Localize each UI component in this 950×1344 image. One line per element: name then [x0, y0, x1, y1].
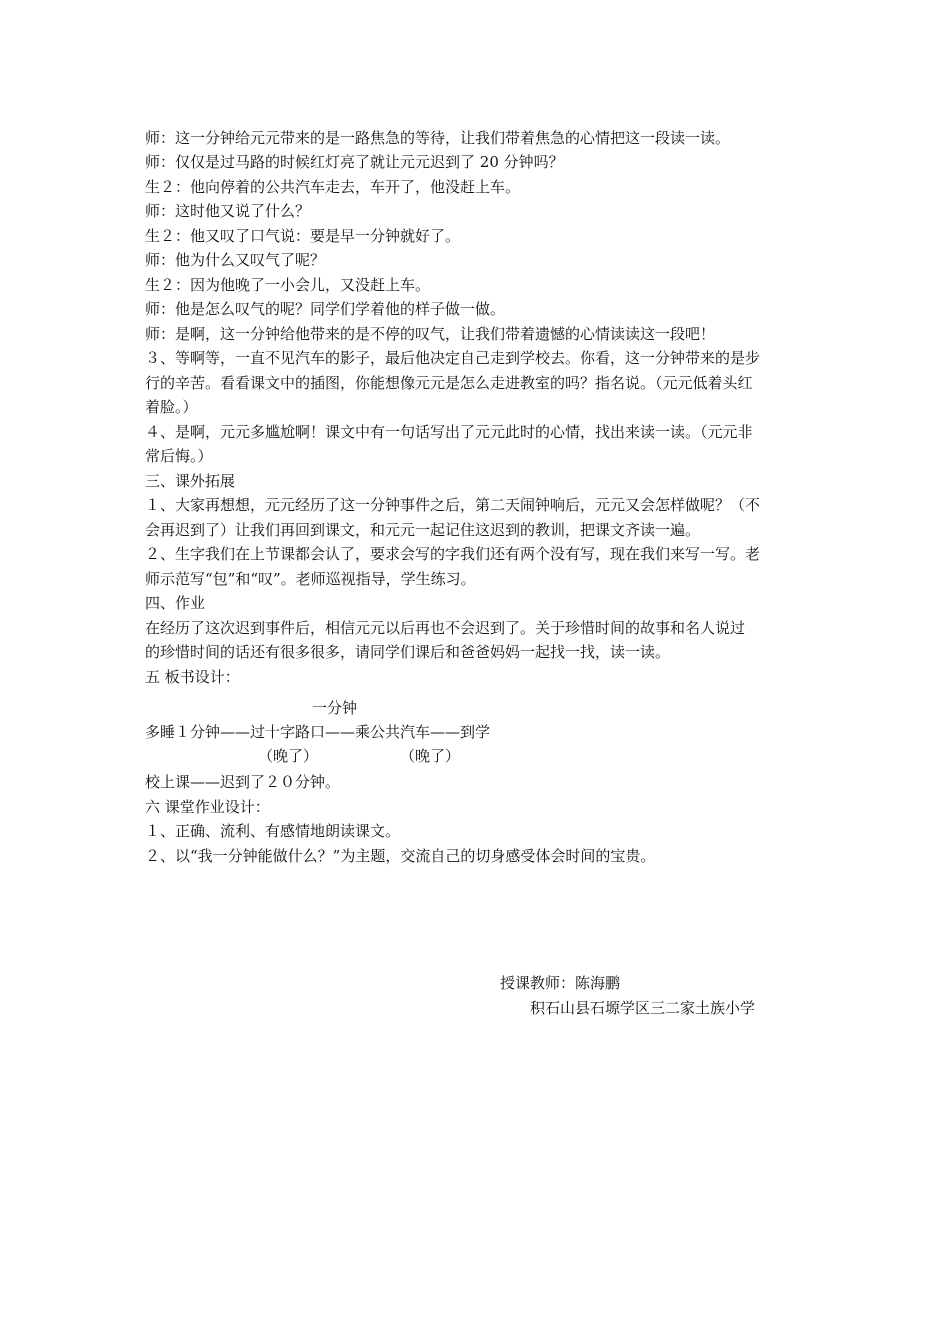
- text-line: 师示范写“包”和“叹”。老师巡视指导，学生练习。: [145, 570, 476, 588]
- text-line: ４、是啊，元元多尴尬啊！课文中有一句话写出了元元此时的心情，找出来读一读。（元元非: [145, 423, 753, 441]
- board-title: 一分钟: [312, 699, 358, 717]
- text-line: 师：他是怎么叹气的呢？同学们学着他的样子做一做。: [145, 300, 506, 318]
- text-line: 常后悔。）: [145, 447, 213, 465]
- text-line: ３、等啊等，一直不见汽车的影子，最后他决定自己走到学校去。你看，这一分钟带来的是步: [145, 349, 761, 367]
- text-line: 师：这一分钟给元元带来的是一路焦急的等待，让我们带着焦急的心情把这一段读一读。: [145, 129, 731, 147]
- board-row: 多睡１分钟——过十字路口——乘公共汽车——到学: [145, 723, 491, 741]
- text-line: １、大家再想想，元元经历了这一分钟事件之后，第二天闹钟响后，元元又会怎样做呢？（不: [145, 496, 761, 514]
- text-line: １、正确、流利、有感情地朗读课文。: [145, 822, 401, 840]
- section-heading: 三、课外拓展: [145, 472, 236, 490]
- text-line: 师：是啊，这一分钟给他带来的是不停的叹气，让我们带着遗憾的心情读读这一段吧！: [145, 325, 716, 343]
- text-line: 师：他为什么又叹气了呢？: [145, 251, 326, 269]
- board-note: （晚了）: [258, 747, 319, 765]
- text-line: 会再迟到了）让我们再回到课文，和元元一起记住这迟到的教训，把课文齐读一遍。: [145, 521, 701, 539]
- section-heading: 五 板书设计：: [145, 668, 240, 686]
- section-heading: 六 课堂作业设计：: [145, 798, 270, 816]
- text-line: 行的辛苦。看看课文中的插图，你能想像元元是怎么走进教室的吗？指名说。（元元低着头红: [145, 374, 753, 392]
- text-line: 生２：他又叹了口气说：要是早一分钟就好了。: [145, 227, 461, 245]
- board-row: 校上课——迟到了２０分钟。: [145, 773, 341, 791]
- text-line: 师：仅仅是过马路的时候红灯亮了就让元元迟到了 20 分钟吗？: [145, 153, 564, 171]
- text-line: 的珍惜时间的话还有很多很多，请同学们课后和爸爸妈妈一起找一找，读一读。: [145, 643, 671, 661]
- text-line: 生２：因为他晚了一小会儿，又没赶上车。: [145, 276, 431, 294]
- section-heading: 四、作业: [145, 594, 206, 612]
- text-line: 着脸。）: [145, 398, 198, 416]
- school-name: 积石山县石塬学区三二家土族小学: [530, 999, 756, 1017]
- text-line: ２、生字我们在上节课都会认了，要求会写的字我们还有两个没有写，现在我们来写一写。老: [145, 545, 761, 563]
- teacher-signature: 授课教师：陈海鹏: [500, 974, 621, 992]
- text-line: 师：这时他又说了什么？: [145, 202, 311, 220]
- text-line: ２、以“我一分钟能做什么？”为主题，交流自己的切身感受体会时间的宝贵。: [145, 847, 656, 865]
- board-note: （晚了）: [400, 747, 461, 765]
- text-line: 在经历了这次迟到事件后，相信元元以后再也不会迟到了。关于珍惜时间的故事和名人说过: [145, 619, 746, 637]
- text-line: 生２：他向停着的公共汽车走去，车开了，他没赶上车。: [145, 178, 521, 196]
